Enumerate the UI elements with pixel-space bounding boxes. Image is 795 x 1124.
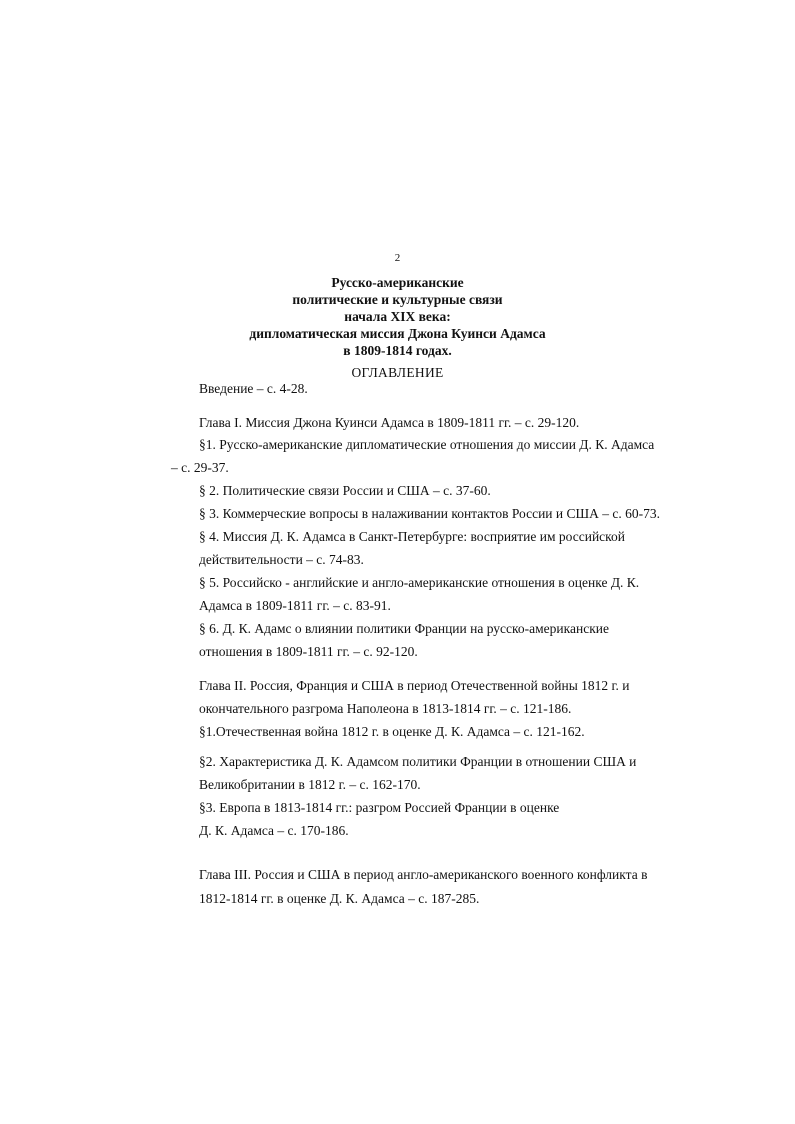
toc-ch1-section-1: §1. Русско-американские дипломатические отношения до миссии Д. К. Адамса xyxy=(199,437,655,452)
toc-ch1-section-5-cont: Адамса в 1809-1811 гг. – с. 83-91. xyxy=(199,598,391,613)
title-line: Русско-американские xyxy=(331,275,464,290)
title-line: дипломатическая миссия Джона Куинси Адамса xyxy=(249,326,546,341)
toc-heading: ОГЛАВЛЕНИЕ xyxy=(351,365,444,380)
toc-chapter-3-title: Глава III. Россия и США в период англо-американского военного конфликта в xyxy=(199,867,648,882)
toc-ch1-section-6: § 6. Д. К. Адамс о влиянии политики Франции на русско-американские xyxy=(199,621,609,636)
toc-ch1-section-1-cont: – с. 29-37. xyxy=(171,460,229,475)
toc-ch2-section-2-cont: Великобритании в 1812 г. – с. 162-170. xyxy=(199,777,421,792)
toc-ch2-section-3-cont: Д. К. Адамса – с. 170-186. xyxy=(199,823,349,838)
toc-ch2-section-3: §3. Европа в 1813-1814 гг.: разгром Россией Франции в оценке xyxy=(199,800,560,815)
page-number: 2 xyxy=(394,252,401,264)
toc-ch1-section-4: § 4. Миссия Д. К. Адамса в Санкт-Петербурге: восприятие им российской xyxy=(199,529,626,544)
toc-ch2-section-1: §1.Отечественная война 1812 г. в оценке Д. К. Адамса – с. 121-162. xyxy=(199,724,585,739)
toc-chapter-2-title: Глава II. Россия, Франция и США в период Отечественной войны 1812 г. и xyxy=(199,678,630,693)
toc-intro: Введение – с. 4-28. xyxy=(199,381,308,396)
toc-ch1-section-6-cont: отношения в 1809-1811 гг. – с. 92-120. xyxy=(199,644,418,659)
toc-ch1-section-5: § 5. Российско - английские и англо-американские отношения в оценке Д. К. xyxy=(199,575,640,590)
toc-ch2-section-2: §2. Характеристика Д. К. Адамсом политики Франции в отношении США и xyxy=(199,754,637,769)
toc-ch1-section-3: § 3. Коммерческие вопросы в налаживании контактов России и США – с. 60-73. xyxy=(199,506,660,521)
toc-chapter-1-title: Глава I. Миссия Джона Куинси Адамса в 1809-1811 гг. – с. 29-120. xyxy=(199,415,580,430)
toc-ch1-section-2: § 2. Политические связи России и США – с. 37-60. xyxy=(199,483,491,498)
toc-chapter-2-title-cont: окончательного разгрома Наполеона в 1813-1814 гг. – с. 121-186. xyxy=(199,701,572,716)
toc-chapter-3-title-cont: 1812-1814 гг. в оценке Д. К. Адамса – с. 187-285. xyxy=(199,891,480,906)
document-title xyxy=(0,274,795,359)
title-line: политические и культурные связи xyxy=(292,292,503,307)
title-line: в 1809-1814 годах. xyxy=(343,343,452,358)
title-line: начала XIX века: xyxy=(344,309,451,324)
toc-ch1-section-4-cont: действительности – с. 74-83. xyxy=(199,552,364,567)
